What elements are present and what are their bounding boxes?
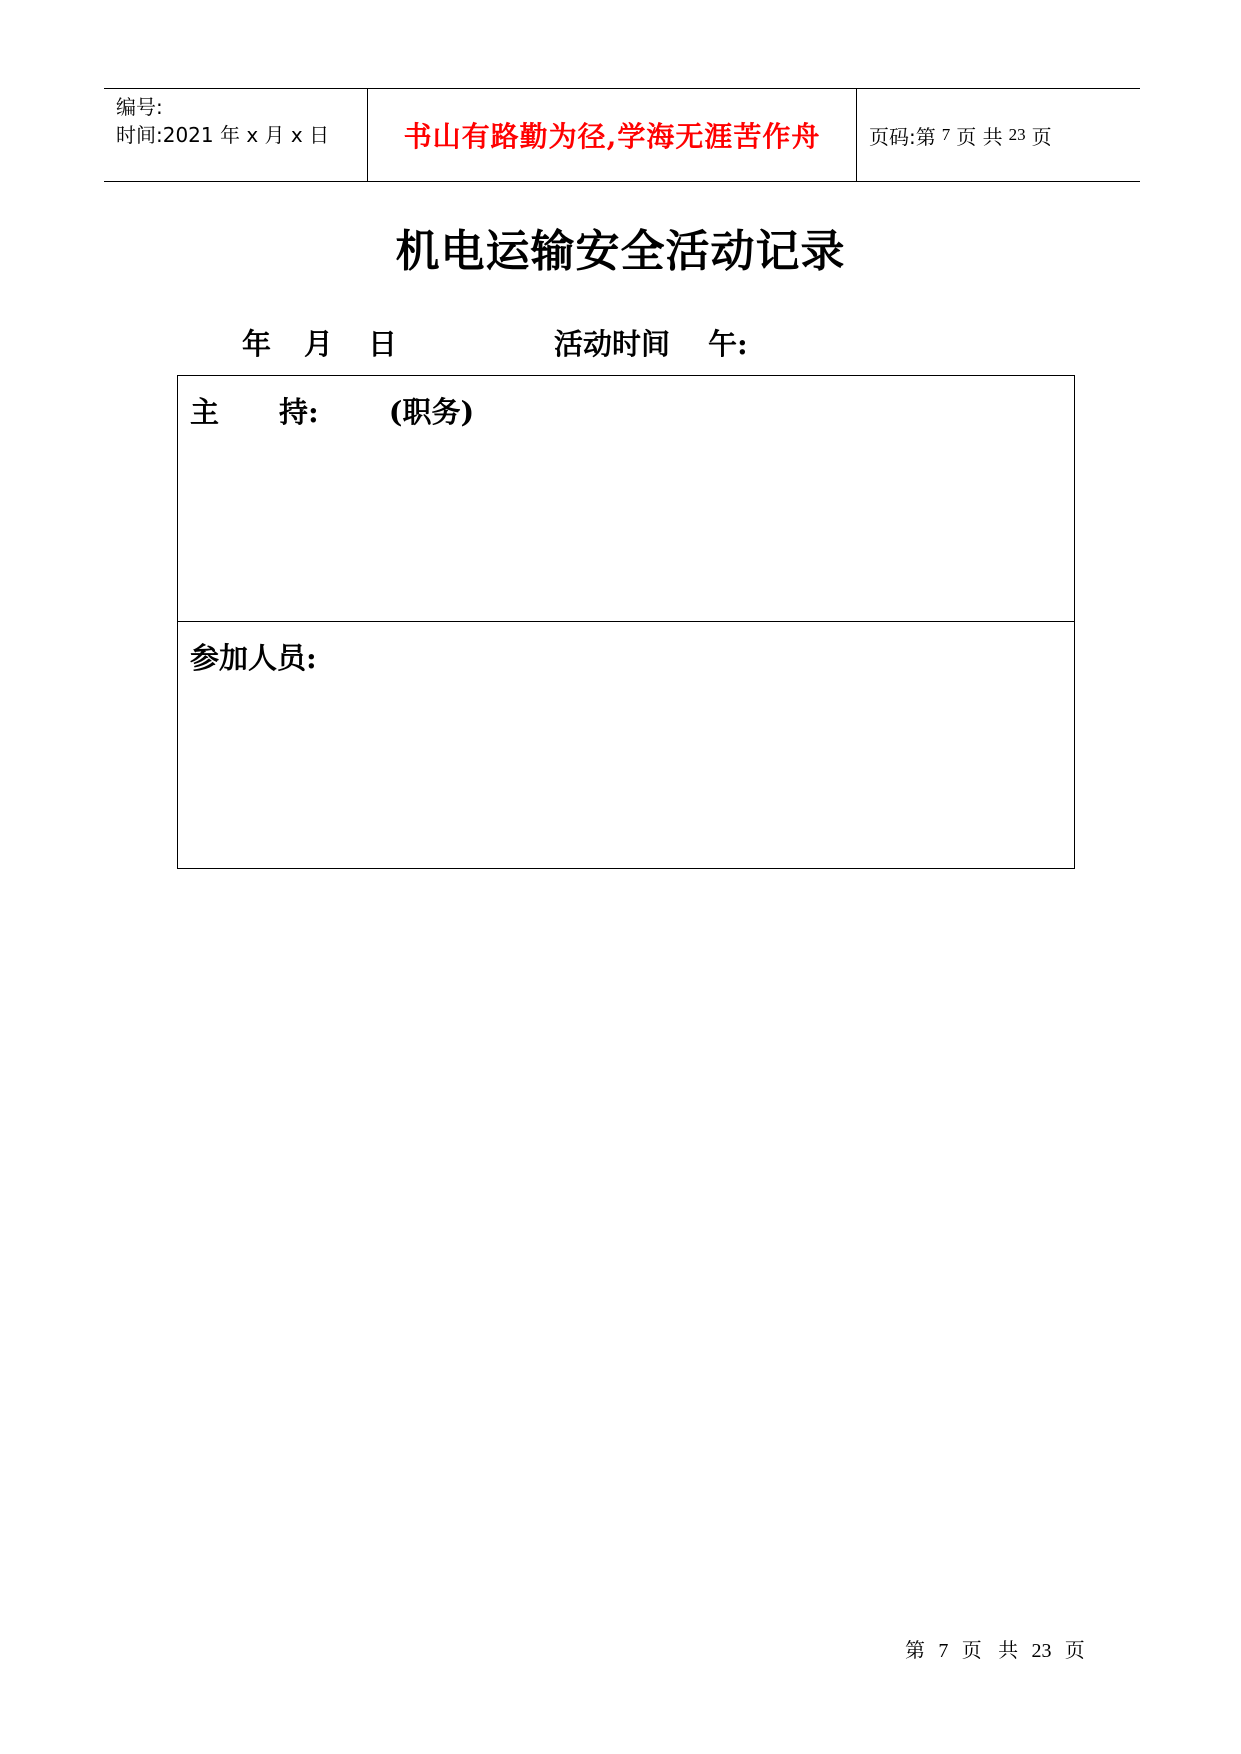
document-number-label: 编号: [116,95,163,119]
host-label-2: 持: [279,395,319,429]
host-label: 主 [190,395,220,429]
header-page-cell [857,89,1140,181]
footer-prefix: 第 [905,1638,925,1662]
host-row[interactable] [178,376,1074,622]
page-total: 23 [1008,125,1026,144]
footer-mid2: 共 [998,1638,1019,1662]
document-header [104,88,1140,182]
day-label: 日 [368,327,398,361]
noon-label: 午: [708,327,748,361]
header-motto: 书山有路勤为径,学海无涯苦作舟 [403,120,821,153]
participants-row[interactable] [178,622,1074,868]
host-row-label [190,390,474,431]
activity-time-label: 活动时间 [554,327,671,361]
document-time-label: 时间:2021 年 x 月 x 日 [116,123,330,147]
month-label: 月 [304,327,334,361]
position-label: (职务) [388,395,475,429]
footer-total: 23 [1031,1640,1052,1662]
page-title: 机电运输安全活动记录 [395,226,846,277]
page-current: 7 [941,125,951,144]
page-mid: 页 共 [956,124,1003,149]
activity-form-table [177,375,1075,869]
footer-mid1: 页 [961,1638,982,1662]
page-footer [905,1634,1085,1663]
footer-suffix: 页 [1064,1638,1085,1662]
year-label: 年 [242,327,272,361]
header-meta-cell [104,89,368,181]
page-prefix: 页码:第 [869,124,936,149]
participants-label: 参加人员: [190,641,317,675]
header-motto-cell [368,89,857,181]
footer-current: 7 [938,1640,949,1662]
page-suffix: 页 [1031,124,1052,149]
